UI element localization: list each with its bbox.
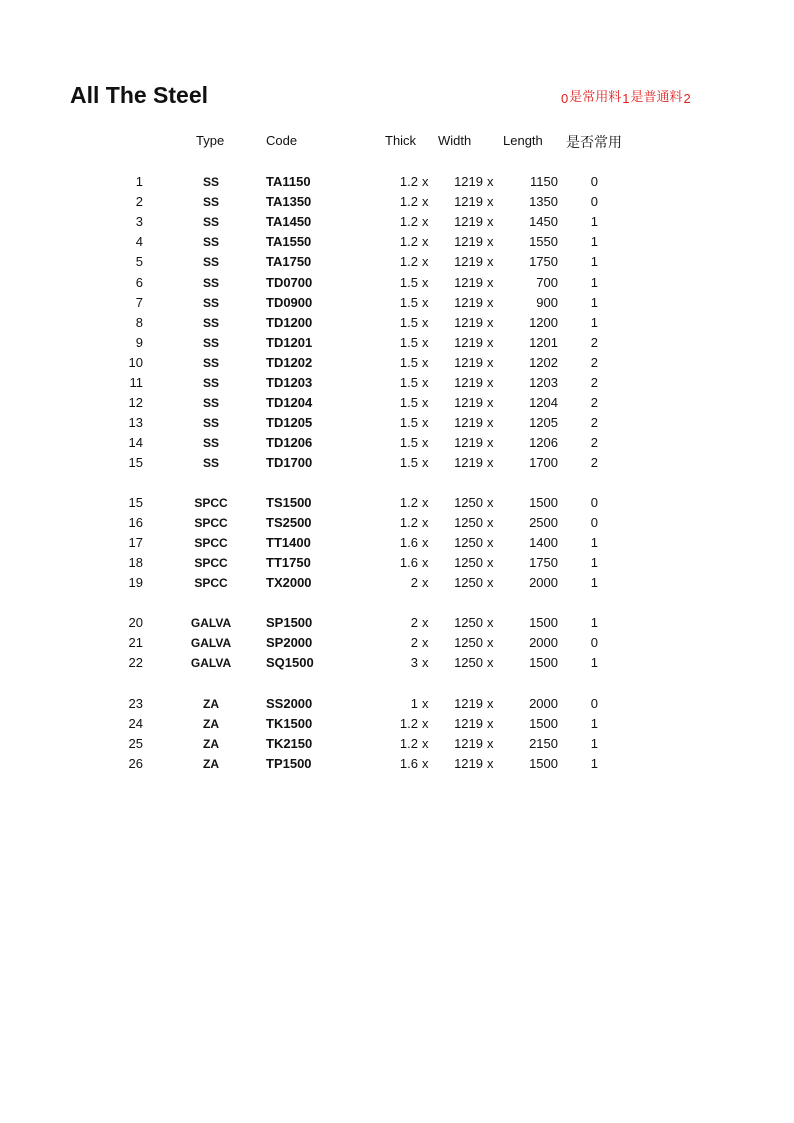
- row-x-separator: x: [422, 295, 429, 310]
- row-type: SS: [202, 276, 219, 290]
- row-x-separator: x: [422, 655, 429, 670]
- row-length: 1750: [529, 254, 558, 269]
- row-number: 18: [128, 555, 143, 570]
- row-number: 5: [135, 254, 143, 269]
- row-thick: 1.5: [399, 455, 418, 470]
- table-row: [0, 254, 794, 274]
- row-code: TD1200: [266, 315, 313, 330]
- row-number: 23: [128, 696, 143, 711]
- header-common: 是否常用: [566, 134, 622, 150]
- row-x-separator: x: [422, 315, 429, 330]
- row-number: 7: [135, 295, 143, 310]
- row-code: TA1150: [266, 174, 311, 189]
- legend-note: [561, 86, 691, 105]
- row-thick: 3: [410, 655, 418, 670]
- row-type: ZA: [203, 737, 219, 751]
- row-common: 2: [590, 335, 598, 350]
- row-number: 16: [128, 515, 143, 530]
- row-width: 1219: [454, 295, 483, 310]
- row-code: TK1500: [266, 716, 313, 731]
- page-title: All The Steel: [70, 82, 209, 108]
- row-type: SS: [202, 175, 219, 189]
- row-x-separator: x: [422, 575, 429, 590]
- row-length: 1200: [529, 315, 558, 330]
- row-common: 1: [590, 575, 598, 590]
- row-length: 2000: [529, 635, 558, 650]
- row-thick: 1.6: [399, 535, 418, 550]
- row-type: SS: [202, 336, 219, 350]
- row-number: 21: [128, 635, 143, 650]
- table-row: [0, 315, 794, 335]
- row-x-separator: x: [487, 615, 494, 630]
- row-number: 25: [128, 736, 143, 751]
- row-x-separator: x: [487, 716, 494, 731]
- row-number: 14: [128, 435, 143, 450]
- row-thick: 1.2: [399, 194, 418, 209]
- row-x-separator: x: [422, 615, 429, 630]
- row-number: 10: [128, 355, 143, 370]
- row-x-separator: x: [487, 736, 494, 751]
- row-x-separator: x: [422, 254, 429, 269]
- row-code: SQ1500: [266, 655, 314, 670]
- row-x-separator: x: [422, 375, 429, 390]
- row-common: 0: [590, 495, 598, 510]
- row-common: 1: [590, 234, 598, 249]
- row-width: 1250: [454, 635, 483, 650]
- row-thick: 1.5: [399, 415, 418, 430]
- table-row: [0, 275, 794, 295]
- table-row: [0, 194, 794, 214]
- row-x-separator: x: [487, 234, 494, 249]
- table-row: [0, 435, 794, 455]
- row-length: 1350: [529, 194, 558, 209]
- row-width: 1219: [454, 716, 483, 731]
- row-x-separator: x: [422, 555, 429, 570]
- row-x-separator: x: [422, 716, 429, 731]
- row-width: 1219: [454, 254, 483, 269]
- table-row: [0, 174, 794, 194]
- row-thick: 1.5: [399, 375, 418, 390]
- row-number: 9: [135, 335, 143, 350]
- legend-code-2: 2: [683, 91, 691, 106]
- row-length: 1550: [529, 234, 558, 249]
- row-length: 700: [536, 275, 558, 290]
- row-width: 1250: [454, 515, 483, 530]
- table-row: [0, 555, 794, 575]
- row-number: 22: [128, 655, 143, 670]
- row-common: 2: [590, 455, 598, 470]
- row-length: 1204: [529, 395, 558, 410]
- row-width: 1219: [454, 435, 483, 450]
- row-x-separator: x: [487, 455, 494, 470]
- row-common: 0: [590, 635, 598, 650]
- row-common: 1: [590, 214, 598, 229]
- row-common: 1: [590, 756, 598, 771]
- row-x-separator: x: [487, 535, 494, 550]
- row-x-separator: x: [422, 535, 429, 550]
- row-x-separator: x: [487, 174, 494, 189]
- row-thick: 1.2: [399, 495, 418, 510]
- header-width: Width: [438, 133, 472, 148]
- row-code: TT1400: [266, 535, 311, 550]
- row-thick: 2: [410, 615, 418, 630]
- row-number: 12: [128, 395, 143, 410]
- row-width: 1250: [454, 575, 483, 590]
- table-row: [0, 515, 794, 535]
- row-thick: 1.2: [399, 716, 418, 731]
- row-type: SPCC: [194, 556, 228, 570]
- row-x-separator: x: [487, 435, 494, 450]
- row-common: 1: [590, 615, 598, 630]
- row-length: 900: [536, 295, 558, 310]
- row-length: 1450: [529, 214, 558, 229]
- header-type: Type: [196, 133, 225, 148]
- row-type: SPCC: [194, 516, 228, 530]
- row-code: TD1206: [266, 435, 313, 450]
- row-x-separator: x: [487, 275, 494, 290]
- row-thick: 1.5: [399, 295, 418, 310]
- row-common: 2: [590, 375, 598, 390]
- row-x-separator: x: [422, 194, 429, 209]
- table-row: [0, 234, 794, 254]
- row-x-separator: x: [487, 395, 494, 410]
- row-x-separator: x: [487, 756, 494, 771]
- row-code: TD1700: [266, 455, 313, 470]
- table-row: [0, 575, 794, 595]
- row-x-separator: x: [487, 335, 494, 350]
- row-thick: 1: [410, 696, 418, 711]
- row-length: 1500: [529, 655, 558, 670]
- row-thick: 1.5: [399, 315, 418, 330]
- row-width: 1219: [454, 275, 483, 290]
- row-code: TX2000: [266, 575, 312, 590]
- row-type: SS: [202, 296, 219, 310]
- row-width: 1250: [454, 615, 483, 630]
- row-length: 1700: [529, 455, 558, 470]
- row-x-separator: x: [422, 174, 429, 189]
- row-code: TA1750: [266, 254, 312, 269]
- row-x-separator: x: [487, 355, 494, 370]
- row-thick: 1.5: [399, 395, 418, 410]
- row-x-separator: x: [487, 295, 494, 310]
- legend-text-0: 是常用料: [569, 89, 622, 104]
- row-type: SS: [202, 436, 219, 450]
- table-row: [0, 615, 794, 635]
- row-type: GALVA: [190, 636, 232, 650]
- row-type: SS: [202, 215, 219, 229]
- row-width: 1250: [454, 535, 483, 550]
- table-row: [0, 635, 794, 655]
- row-thick: 1.5: [399, 275, 418, 290]
- header-length: Length: [503, 133, 543, 148]
- row-width: 1219: [454, 736, 483, 751]
- row-type: SPCC: [194, 576, 228, 590]
- row-thick: 1.2: [399, 254, 418, 269]
- row-code: TT1750: [266, 555, 311, 570]
- row-x-separator: x: [422, 214, 429, 229]
- table-row: [0, 696, 794, 716]
- row-x-separator: x: [487, 515, 494, 530]
- row-type: ZA: [203, 717, 219, 731]
- header-code: Code: [266, 133, 298, 148]
- row-code: TD0700: [266, 275, 313, 290]
- header-thick: Thick: [385, 133, 417, 148]
- legend-code-0: 0: [561, 91, 569, 106]
- row-x-separator: x: [487, 315, 494, 330]
- row-x-separator: x: [487, 415, 494, 430]
- row-length: 1205: [529, 415, 558, 430]
- row-length: 2150: [529, 736, 558, 751]
- row-common: 2: [590, 435, 598, 450]
- row-code: TA1550: [266, 234, 312, 249]
- row-width: 1219: [454, 756, 483, 771]
- row-type: SS: [202, 316, 219, 330]
- row-number: 24: [128, 716, 143, 731]
- row-length: 1203: [529, 375, 558, 390]
- legend-code-1: 1: [622, 91, 630, 106]
- row-number: 4: [135, 234, 143, 249]
- row-type: SS: [202, 376, 219, 390]
- table-row: [0, 655, 794, 675]
- row-number: 20: [128, 615, 143, 630]
- row-thick: 1.2: [399, 234, 418, 249]
- row-type: ZA: [203, 697, 219, 711]
- row-type: SS: [202, 255, 219, 269]
- row-length: 2500: [529, 515, 558, 530]
- row-thick: 1.2: [399, 214, 418, 229]
- row-x-separator: x: [487, 635, 494, 650]
- row-number: 1: [135, 174, 143, 189]
- row-x-separator: x: [422, 515, 429, 530]
- row-length: 1201: [529, 335, 558, 350]
- row-number: 6: [135, 275, 143, 290]
- row-number: 3: [135, 214, 143, 229]
- row-x-separator: x: [422, 495, 429, 510]
- row-code: TA1350: [266, 194, 312, 209]
- row-code: TD0900: [266, 295, 313, 310]
- row-width: 1219: [454, 174, 483, 189]
- row-thick: 1.5: [399, 335, 418, 350]
- table-row: [0, 756, 794, 776]
- row-x-separator: x: [422, 696, 429, 711]
- row-common: 0: [590, 696, 598, 711]
- row-number: 17: [128, 535, 143, 550]
- row-x-separator: x: [487, 696, 494, 711]
- row-common: 0: [590, 515, 598, 530]
- row-common: 0: [590, 174, 598, 189]
- table-row: [0, 214, 794, 234]
- row-common: 0: [590, 194, 598, 209]
- row-code: TD1205: [266, 415, 313, 430]
- row-width: 1219: [454, 214, 483, 229]
- row-length: 1500: [529, 716, 558, 731]
- row-number: 8: [135, 315, 143, 330]
- row-code: SP2000: [266, 635, 313, 650]
- row-width: 1250: [454, 495, 483, 510]
- row-width: 1250: [454, 555, 483, 570]
- row-type: SS: [202, 356, 219, 370]
- row-width: 1219: [454, 335, 483, 350]
- row-x-separator: x: [487, 214, 494, 229]
- row-type: ZA: [203, 757, 219, 771]
- row-thick: 1.5: [399, 435, 418, 450]
- row-x-separator: x: [422, 395, 429, 410]
- row-length: 2000: [529, 575, 558, 590]
- row-x-separator: x: [422, 275, 429, 290]
- row-width: 1219: [454, 455, 483, 470]
- row-length: 1202: [529, 355, 558, 370]
- table-row: [0, 395, 794, 415]
- row-common: 2: [590, 415, 598, 430]
- row-number: 15: [128, 495, 143, 510]
- row-number: 11: [129, 375, 143, 390]
- row-code: TK2150: [266, 736, 313, 751]
- row-x-separator: x: [487, 194, 494, 209]
- row-x-separator: x: [422, 756, 429, 771]
- row-length: 2000: [529, 696, 558, 711]
- row-code: SS2000: [266, 696, 313, 711]
- row-number: 13: [128, 415, 143, 430]
- row-width: 1219: [454, 355, 483, 370]
- row-x-separator: x: [487, 375, 494, 390]
- row-x-separator: x: [422, 355, 429, 370]
- table-row: [0, 415, 794, 435]
- row-common: 1: [590, 535, 598, 550]
- table-row: [0, 535, 794, 555]
- row-type: SPCC: [194, 536, 228, 550]
- table-row: [0, 355, 794, 375]
- row-x-separator: x: [422, 335, 429, 350]
- row-thick: 1.6: [399, 756, 418, 771]
- row-length: 1750: [529, 555, 558, 570]
- row-thick: 2: [410, 575, 418, 590]
- row-type: SS: [202, 396, 219, 410]
- row-code: TA1450: [266, 214, 312, 229]
- row-x-separator: x: [487, 254, 494, 269]
- row-length: 1150: [530, 174, 558, 189]
- table-row: [0, 495, 794, 515]
- row-width: 1219: [454, 375, 483, 390]
- legend-text-1: 是普通料: [630, 89, 683, 104]
- row-type: SPCC: [194, 496, 228, 510]
- table-row: [0, 295, 794, 315]
- row-common: 1: [590, 295, 598, 310]
- row-x-separator: x: [422, 234, 429, 249]
- row-common: 2: [590, 355, 598, 370]
- row-x-separator: x: [487, 555, 494, 570]
- row-common: 1: [590, 655, 598, 670]
- row-length: 1400: [529, 535, 558, 550]
- table-row: [0, 335, 794, 355]
- row-x-separator: x: [422, 455, 429, 470]
- row-type: GALVA: [190, 616, 232, 630]
- row-number: 2: [135, 194, 143, 209]
- row-x-separator: x: [422, 736, 429, 751]
- row-code: SP1500: [266, 615, 313, 630]
- row-code: TD1203: [266, 375, 313, 390]
- row-x-separator: x: [422, 415, 429, 430]
- row-x-separator: x: [487, 575, 494, 590]
- row-width: 1219: [454, 395, 483, 410]
- row-width: 1219: [454, 234, 483, 249]
- row-common: 1: [590, 736, 598, 751]
- row-x-separator: x: [422, 435, 429, 450]
- row-type: SS: [202, 456, 219, 470]
- row-number: 26: [128, 756, 143, 771]
- row-length: 1500: [529, 756, 558, 771]
- row-type: SS: [202, 235, 219, 249]
- table-row: [0, 375, 794, 395]
- row-code: TP1500: [266, 756, 312, 771]
- row-common: 1: [590, 555, 598, 570]
- row-width: 1219: [454, 315, 483, 330]
- row-type: GALVA: [190, 656, 232, 670]
- row-thick: 1.6: [399, 555, 418, 570]
- row-common: 1: [590, 716, 598, 731]
- row-width: 1250: [454, 655, 483, 670]
- row-code: TD1202: [266, 355, 313, 370]
- table-row: [0, 736, 794, 756]
- row-x-separator: x: [422, 635, 429, 650]
- table-row: [0, 455, 794, 475]
- row-code: TD1204: [266, 395, 313, 410]
- row-type: SS: [202, 195, 219, 209]
- row-thick: 1.2: [399, 515, 418, 530]
- row-code: TD1201: [266, 335, 313, 350]
- row-number: 15: [128, 455, 143, 470]
- row-width: 1219: [454, 415, 483, 430]
- row-code: TS1500: [266, 495, 312, 510]
- row-x-separator: x: [487, 655, 494, 670]
- row-common: 1: [590, 254, 598, 269]
- table-row: [0, 716, 794, 736]
- row-common: 1: [590, 275, 598, 290]
- row-x-separator: x: [487, 495, 494, 510]
- row-number: 19: [128, 575, 143, 590]
- row-width: 1219: [454, 194, 483, 209]
- row-thick: 1.2: [399, 736, 418, 751]
- row-common: 2: [590, 395, 598, 410]
- row-code: TS2500: [266, 515, 312, 530]
- row-type: SS: [202, 416, 219, 430]
- row-length: 1206: [529, 435, 558, 450]
- row-thick: 2: [410, 635, 418, 650]
- row-common: 1: [590, 315, 598, 330]
- row-width: 1219: [454, 696, 483, 711]
- row-length: 1500: [529, 495, 558, 510]
- row-thick: 1.2: [399, 174, 418, 189]
- row-length: 1500: [529, 615, 558, 630]
- row-thick: 1.5: [399, 355, 418, 370]
